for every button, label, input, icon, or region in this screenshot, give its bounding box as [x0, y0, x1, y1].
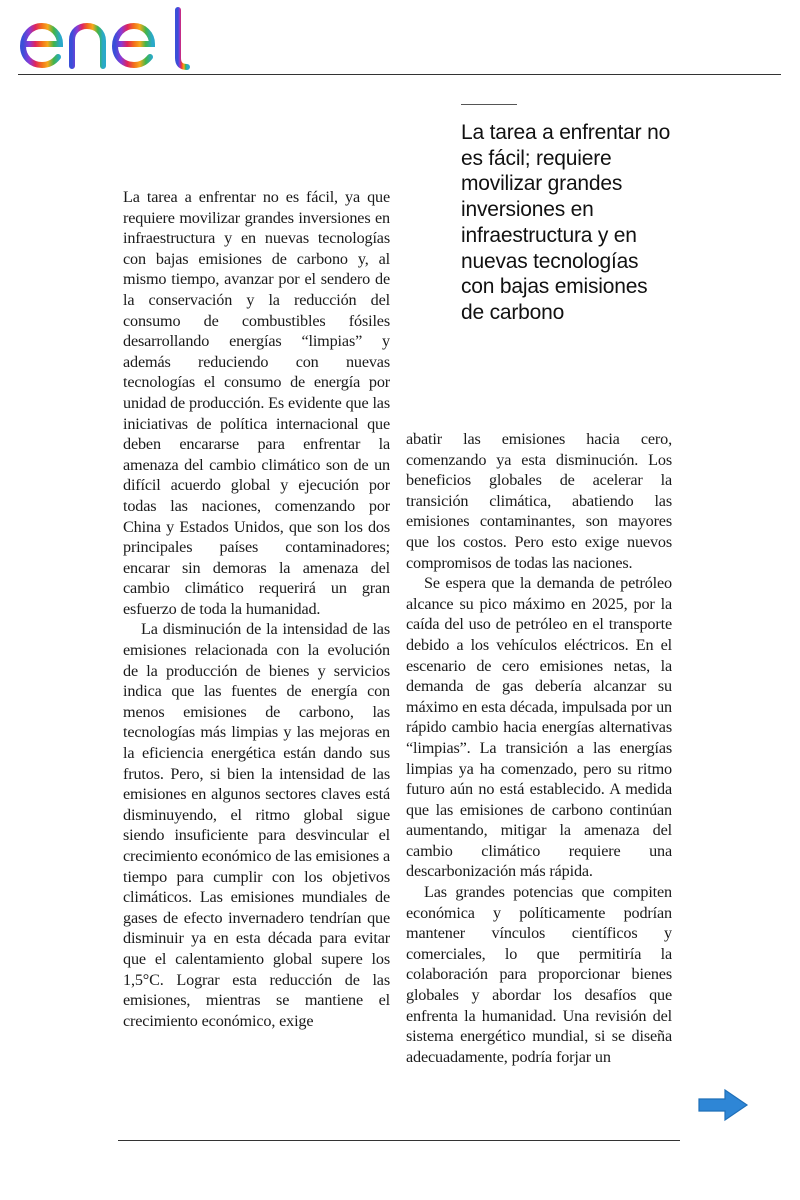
article-column-left [123, 187, 390, 1135]
paragraph: Se espera que la demanda de petróleo alcance su pico máximo en 2025, por la caída del uso de petróleo en el transporte debido a los vehículos eléctricos. En el escenario de cero emisiones netas, la demanda de gas debería alcanzar su máximo en esta década, impulsada por un rápido cambio hacia energías alternativas “limpias”. La transición a las energías limpias ya ha comenzado, pero su ritmo futuro aún no está establecido. A medida que las emisiones de carbono continúan aumentando, mitigar la amenaza del cambio climático requiere una descarbonización más rápida. [406, 574, 672, 881]
paragraph: Las grandes potencias que compiten económica y políticamente podrían mantener vínculos científicos y comerciales, lo que permitiría la colaboración para proporcionar bienes globales y abordar los desafíos que enfrenta la humanidad. Una revisión del sistema energético mundial, si se diseña adecuadamente, podría forjar un [406, 883, 672, 1066]
pull-quote-rule [461, 104, 517, 105]
paragraph: abatir las emisiones hacia cero, comenzando ya esta disminución. Los beneficios globales de acelerar la transición climática, abatiendo las emisiones contaminantes, son mayores que los costos. Pero esto exige nuevos compromisos de todas las naciones. [406, 430, 672, 572]
article-column-right [406, 429, 672, 1135]
paragraph: La tarea a enfrentar no es fácil, ya que requiere movilizar grandes inversiones en infraestructura y en nuevas tecnologías con bajas emisiones de carbono y, al mismo tiempo, avanzar por el sendero de la conservación y la reducción del consumo de combustibles fósiles desarrollando energías “limpias” y además reduciendo con nuevas tecnologías el consumo de energía por unidad de producción. Es evidente que las iniciativas de política internacional que deben encararse para enfrentar la amenaza del cambio climático son de un difícil acuerdo global y ejecución por todas las naciones, comenzando por China y Estados Unidos, que son los dos principales países contaminadores; encarar sin demoras la amenaza del cambio climático requerirá un gran esfuerzo de toda la humanidad. [123, 188, 390, 618]
pull-quote: La tarea a enfrentar no es fácil; requiere movilizar grandes inversiones en infraestructura y en nuevas tecnologías con bajas emisiones de carbono [461, 121, 671, 324]
paragraph: La disminución de la intensidad de las emisiones relacionada con la evolución de la producción de bienes y servicios indica que las fuentes de energía con menos emisiones de carbono, las tecnologías más limpias y las mejoras en la eficiencia energética están dando sus frutos. Pero, si bien la intensidad de las emisiones en algunos sectores claves está disminuyendo, el ritmo global sigue siendo insuficiente para desvincular el crecimiento económico de las emisiones a tiempo para cumplir con los objetivos climáticos. Las emisiones mundiales de gases de efecto invernadero tendrían que disminuir ya en esta década para evitar que el calentamiento global supere los 1,5°C. Lograr esta reducción de las emisiones, mientras se mantiene el crecimiento económico, exige [123, 620, 390, 1030]
header-divider [18, 74, 781, 75]
footer-divider [118, 1140, 680, 1141]
arrow-right-icon[interactable] [697, 1088, 749, 1122]
enel-logo [18, 4, 193, 74]
